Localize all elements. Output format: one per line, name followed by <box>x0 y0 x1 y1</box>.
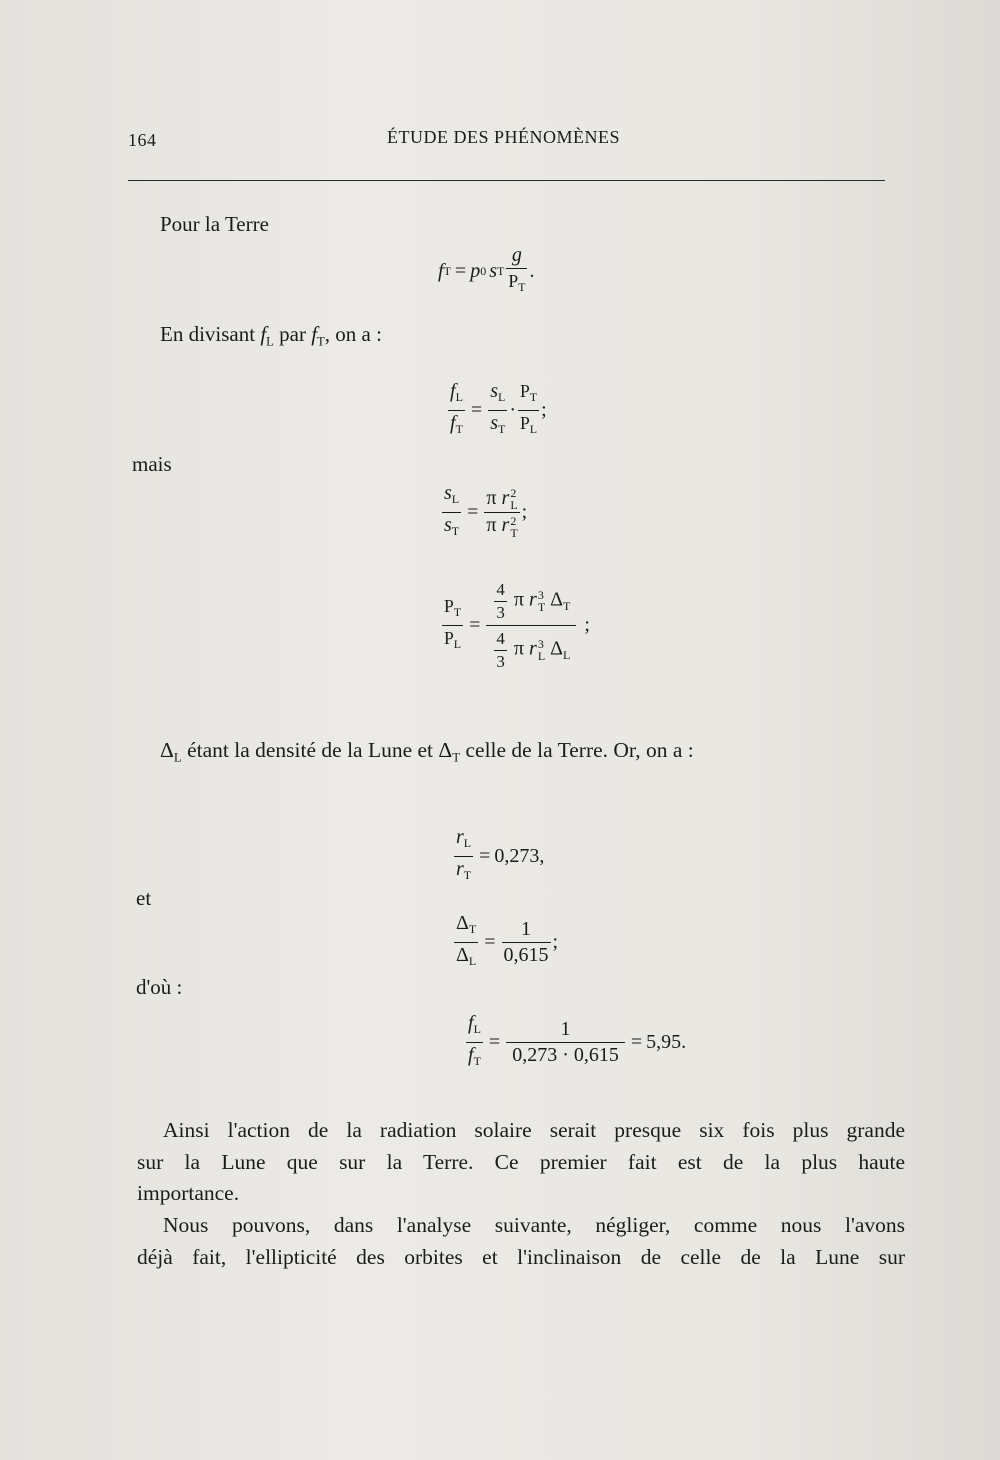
paragraph-line: importance. <box>137 1181 240 1205</box>
paragraph-line: Ainsi l'action de la radiation solaire serait presque six fois plus grande <box>163 1118 905 1142</box>
equation-f-terre: f T = p 0 s T $\frac{g}{P_T}$ . <box>438 244 534 299</box>
equation-result: $\frac{f_L}{f_T}$ = $\frac{1}{0,273 \cdot 0,615}$ = 5,95 . <box>464 1012 686 1073</box>
paragraph-line: sur la Lune que sur la Terre. Ce premier fait est de la plus haute <box>137 1149 905 1174</box>
paragraph-ainsi <box>137 1115 905 1210</box>
page-number: 164 <box>128 130 157 150</box>
text-et: et <box>136 886 152 910</box>
text-mais: mais <box>132 452 172 476</box>
text-delta-densite: $\Delta_L$ étant la densité de la Lune et $\Delta_T$ celle de la Terre. Or, on a : <box>160 738 694 765</box>
paragraph-line: Nous pouvons, dans l'analyse suivante, négliger, comme nous l'avons <box>163 1213 905 1237</box>
header-rule <box>128 180 885 181</box>
equation-ratio-p: $\frac{P_T}{P_L}$ = $\frac{4}{3}$ π r 3 T $\Delta_T$ $\frac{4}{3}$ π r 3 L $\Delta_L$ ; <box>444 580 590 671</box>
running-title: ÉTUDE DES PHÉNOMÈNES <box>387 127 620 147</box>
equation-ratio-f: $\frac{f_L}{f_T}$ = $\frac{s_L}{s_T}$ · $\frac{P_T}{P_L}$ ; <box>446 380 547 441</box>
equation-ratio-s: $\frac{s_L}{s_T}$ = π r 2 L π r 2 T ; <box>440 482 527 543</box>
paragraph-line: déjà fait, l'ellipticité des orbites et l'inclinaison de celle de la Lune sur <box>137 1244 905 1269</box>
text-pour-la-terre: Pour la Terre <box>160 212 269 236</box>
equation-ratio-r: $\frac{r_L}{r_T}$ = 0,273 , <box>452 826 544 887</box>
paragraph-nous-pouvons <box>137 1210 905 1273</box>
text-en-divisant: En divisant $f_L$ par $f_T$, on a : <box>160 322 382 349</box>
text-dou: d'où : <box>136 975 183 999</box>
equation-ratio-delta: $\frac{\Delta_T}{\Delta_L}$ = $\frac{1}{0,615}$ ; <box>452 912 558 973</box>
